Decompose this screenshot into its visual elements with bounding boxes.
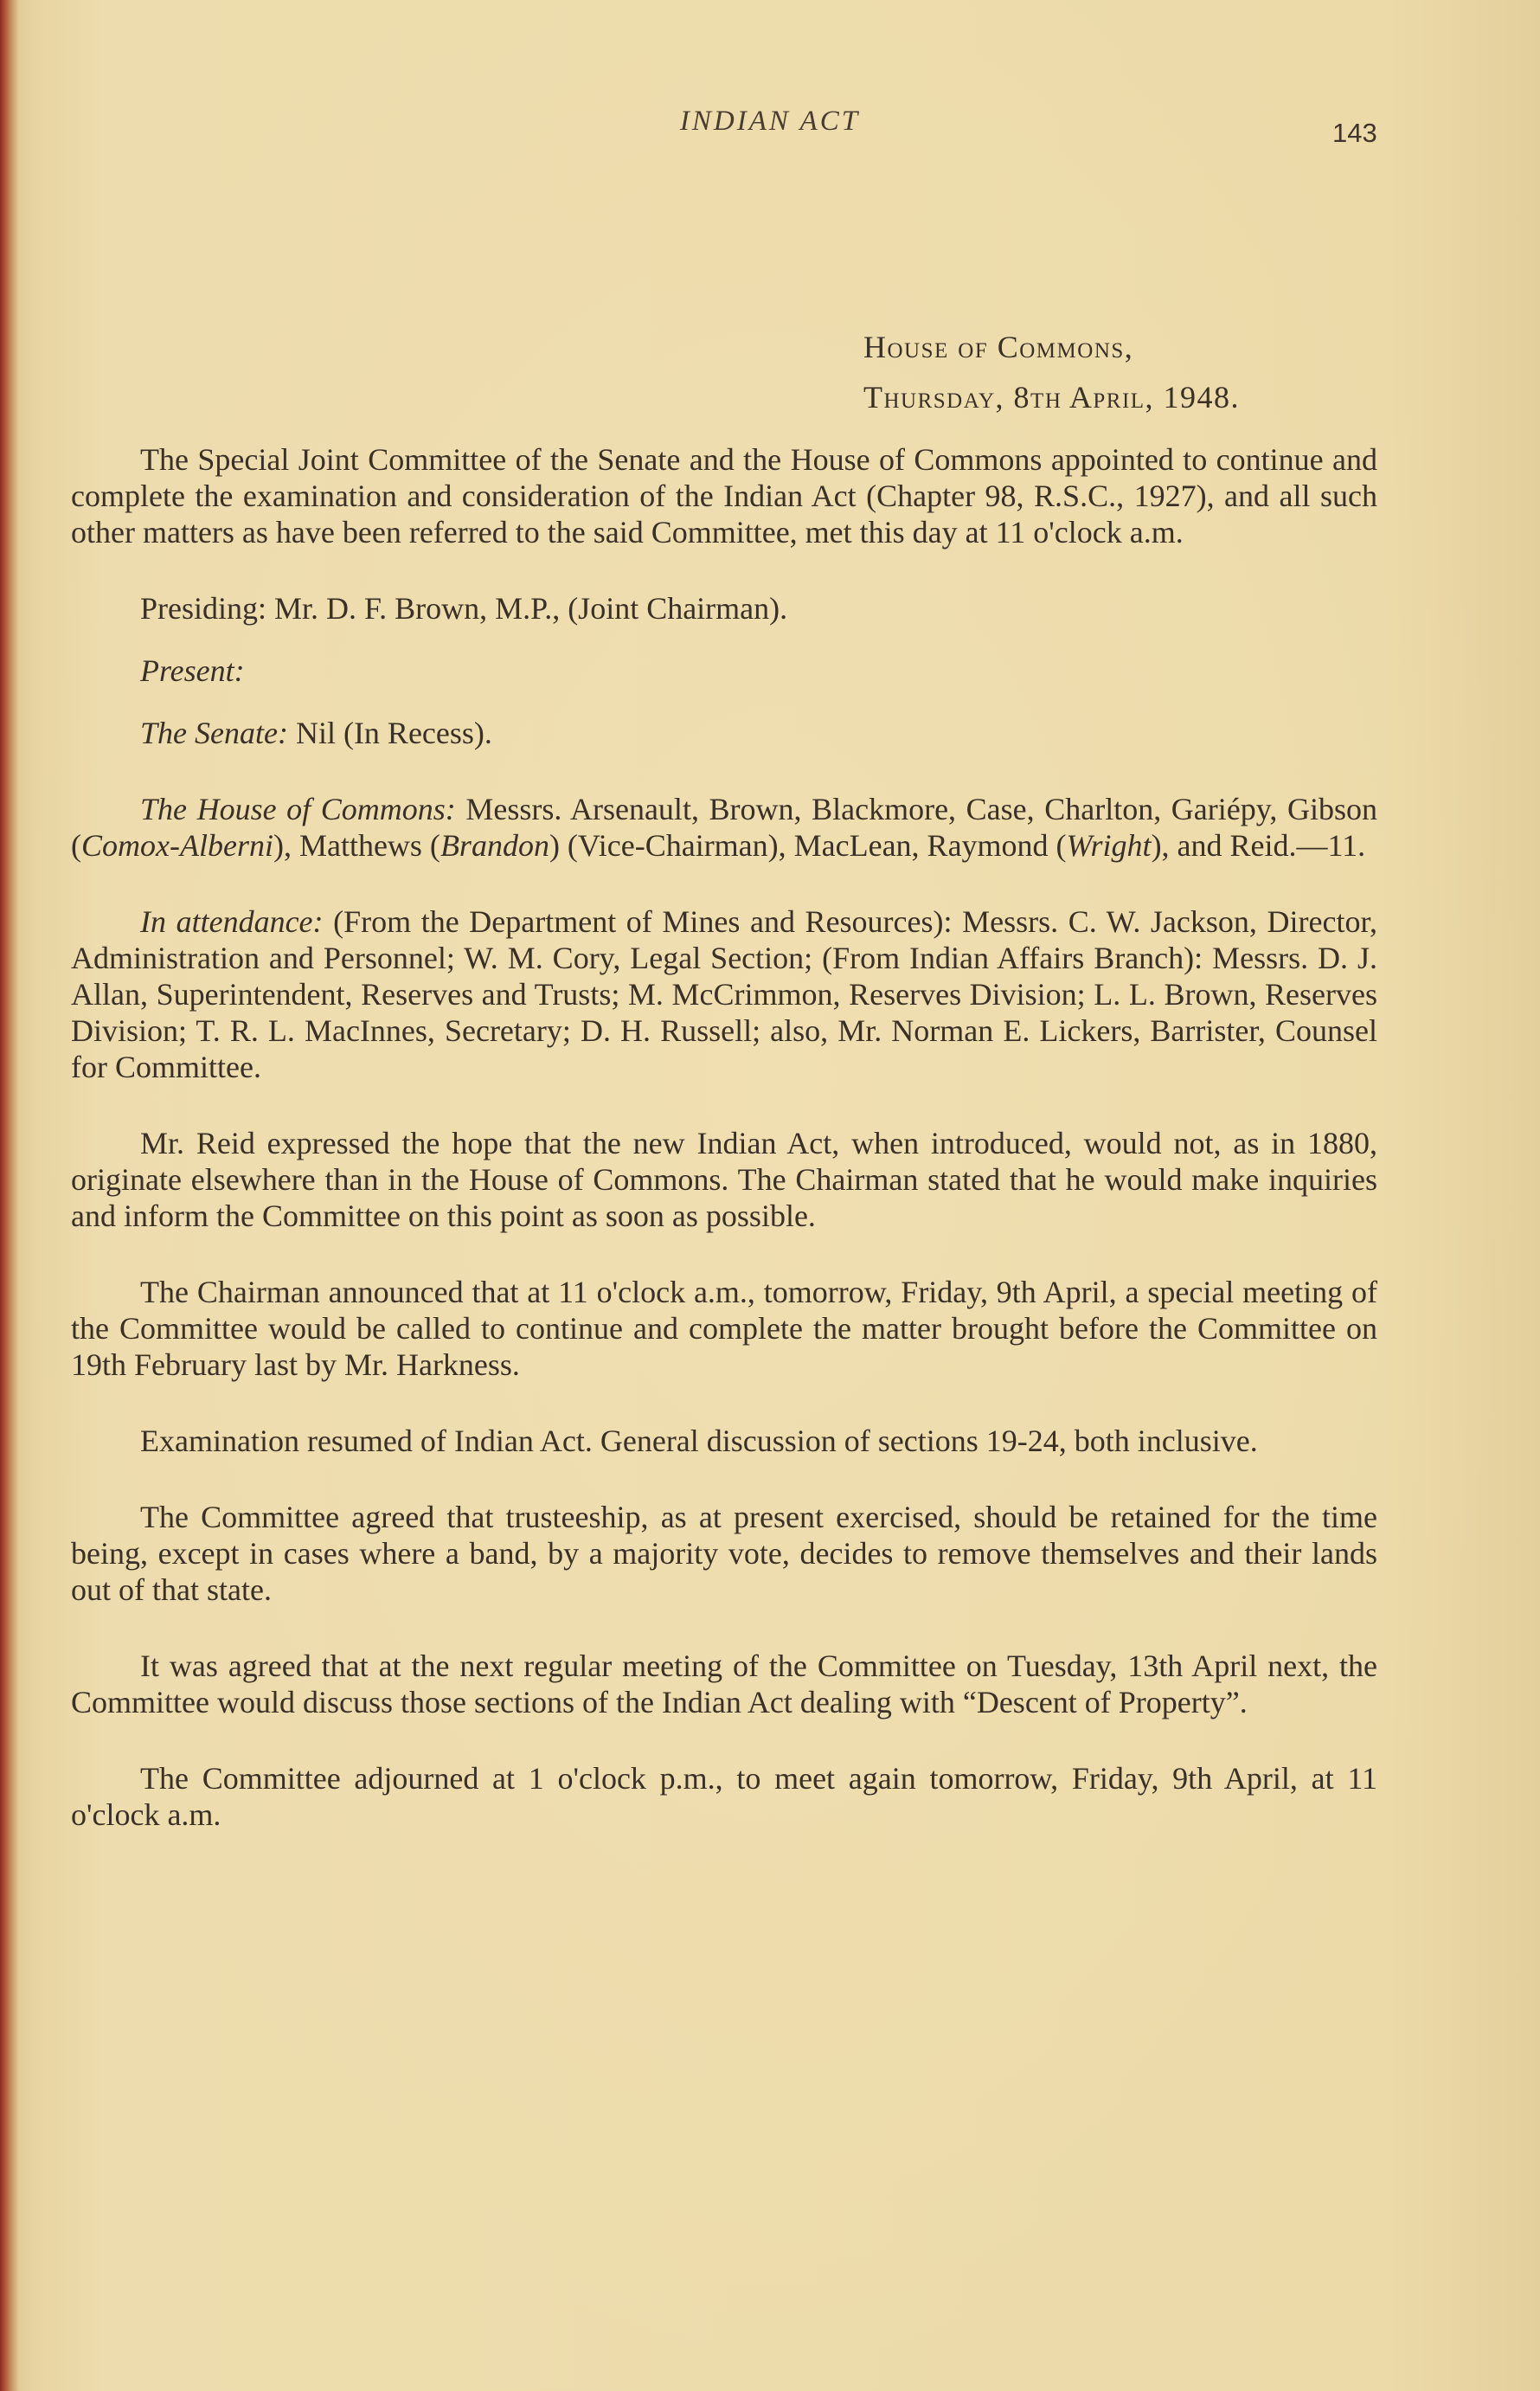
commons-text-2: ), Matthews (	[273, 828, 440, 863]
meeting-date: Thursday, 8th April, 1948.	[863, 380, 1241, 415]
meeting-location: House of Commons,	[863, 330, 1134, 364]
attendance-text: (From the Department of Mines and Resources): Messrs. C. W. Jackson, Director, Administration and Personnel; W. M. Cory, Legal Section; (From Indian Affairs Branch): Messrs. D. J. Allan, Superintendent, Reserves and Trusts; M. McCrimmon, Reserves Division; L. L. Brown, Reserves Division; T. R. L. MacInnes, Secretary; D. H. Russell; also, Mr. Norman E. Lickers, Barrister, Counsel for Committee.	[71, 904, 1377, 1084]
attendance-label: In attendance:	[140, 904, 324, 939]
commons-riding-1: Comox-Alberni	[81, 828, 273, 863]
attendance-paragraph	[71, 903, 1377, 1085]
meeting-heading	[863, 322, 1240, 422]
minutes-body	[71, 441, 1377, 1873]
commons-riding-2: Brandon	[440, 828, 549, 863]
senate-text: Nil (In Recess).	[287, 716, 492, 750]
trusteeship-paragraph: The Committee agreed that trusteeship, as at present exercised, should be retained for the time being, except in cases where a band, by a majority vote, decides to remove themselves and their lands out of that state.	[71, 1500, 1377, 1607]
senate-paragraph	[71, 715, 1377, 751]
present-label: Present:	[140, 653, 245, 688]
commons-text-4: ), and Reid.—11.	[1151, 828, 1366, 863]
commons-paragraph	[71, 791, 1377, 864]
page-number: 143	[1332, 118, 1377, 148]
reid-paragraph: Mr. Reid expressed the hope that the new Indian Act, when introduced, would not, as in 1880, originate elsewhere than in the House of Commons. The Chairman stated that he would make inquiries and inform the Committee on this point as soon as possible.	[71, 1126, 1377, 1233]
commons-riding-3: Wright	[1066, 828, 1152, 863]
running-head: INDIAN ACT	[679, 106, 861, 137]
presiding-paragraph: Presiding: Mr. D. F. Brown, M.P., (Joint Chairman).	[140, 591, 788, 626]
commons-text-3: ) (Vice-Chairman), MacLean, Raymond (	[549, 828, 1067, 863]
adjourned-paragraph: The Committee adjourned at 1 o'clock p.m., to meet again tomorrow, Friday, 9th April, at 11 o'clock a.m.	[71, 1761, 1377, 1832]
examination-paragraph: Examination resumed of Indian Act. General discussion of sections 19-24, both inclusive.	[140, 1424, 1258, 1458]
binding-edge	[0, 0, 19, 2391]
commons-text-1: Messrs. Arsenault, Brown, Blackmore, Case, Charlton, Gariépy, Gibson (	[71, 792, 1378, 863]
senate-label: The Senate:	[140, 716, 288, 750]
present-heading	[71, 652, 1377, 689]
intro-paragraph: The Special Joint Committee of the Senate and the House of Commons appointed to continue and complete the examination and consideration of the Indian Act (Chapter 98, R.S.C., 1927), and all such other matters as have been referred to the said Committee, met this day at 11 o'clock a.m.	[71, 442, 1377, 550]
special-meeting-paragraph: The Chairman announced that at 11 o'clock a.m., tomorrow, Friday, 9th April, a special meeting of the Committee would be called to continue and complete the matter brought before the Committee on 19th February last by Mr. Harkness.	[71, 1275, 1377, 1382]
next-meeting-paragraph: It was agreed that at the next regular meeting of the Committee on Tuesday, 13th April next, the Committee would discuss those sections of the Indian Act dealing with “Descent of Property”.	[71, 1649, 1377, 1719]
commons-label: The House of Commons:	[140, 792, 456, 826]
